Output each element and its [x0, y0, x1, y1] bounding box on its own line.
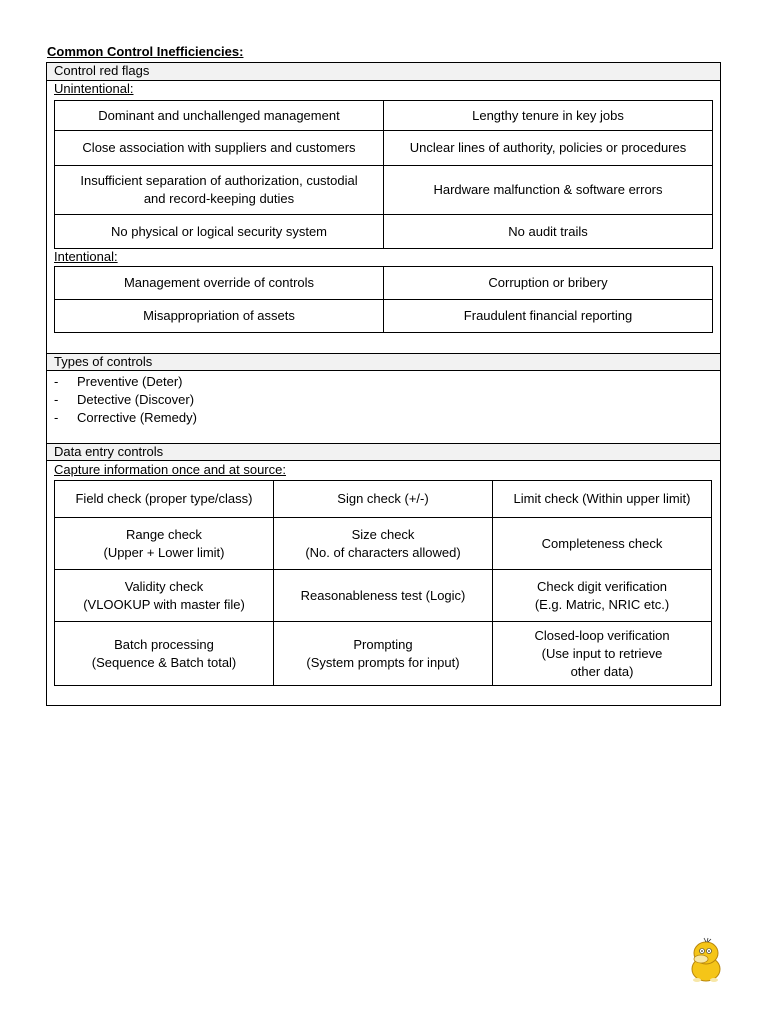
cell-text: (Upper + Lower limit): [103, 544, 225, 560]
cell-text: other data): [570, 663, 634, 679]
page-title: Common Control Inefficiencies:: [47, 44, 244, 59]
cell-text: Lengthy tenure in key jobs: [472, 107, 624, 123]
table-cell: [55, 215, 384, 249]
table-row: [55, 481, 712, 518]
table-cell: [384, 101, 713, 131]
table-cell: [384, 267, 713, 300]
table-cell: [493, 622, 712, 686]
bullet-dash: -: [54, 410, 59, 425]
bullet-dash: -: [54, 392, 59, 407]
cell-text: (No. of characters allowed): [305, 544, 461, 560]
cell-text: Hardware malfunction & software errors: [433, 182, 663, 197]
table-cell: [55, 300, 384, 333]
cell-text: Management override of controls: [123, 275, 315, 290]
list-item-text: Detective (Discover): [77, 392, 195, 407]
cell-text: Corruption or bribery: [488, 275, 608, 290]
cell-text: Reasonableness test (Logic): [300, 587, 466, 603]
table-cell: [55, 131, 384, 166]
unintentional-table: [54, 100, 713, 249]
intentional-label: Intentional:: [54, 249, 118, 264]
unintentional-label: Unintentional:: [54, 81, 134, 96]
table-cell: [384, 166, 713, 215]
red-flags-heading: Control red flags: [47, 63, 720, 81]
table-cell: [274, 481, 493, 518]
cell-text: (Sequence & Batch total): [91, 654, 237, 670]
table-cell: [55, 518, 274, 570]
table-cell: [384, 131, 713, 166]
cell-text: Close association with suppliers and customers: [82, 140, 356, 155]
table-row: [55, 131, 713, 166]
duck-mascot-icon: [688, 937, 724, 983]
table-cell: [274, 570, 493, 622]
cell-text: Sign check (+/-): [337, 491, 429, 506]
table-row: [55, 518, 712, 570]
data-entry-table: [54, 480, 712, 686]
table-cell: [55, 267, 384, 300]
table-row: [55, 267, 713, 300]
table-cell: [55, 622, 274, 686]
cell-text: (Use input to retrieve: [541, 645, 663, 661]
cell-text: Unclear lines of authority, policies or procedures: [409, 140, 687, 155]
table-row: [55, 622, 712, 686]
table-row: [55, 101, 713, 131]
list-item-text: Preventive (Deter): [77, 374, 183, 389]
list-item: [54, 391, 197, 409]
list-item-text: Corrective (Remedy): [77, 410, 197, 425]
cell-text: (E.g. Matric, NRIC etc.): [534, 596, 670, 612]
list-item: [54, 409, 197, 427]
cell-text: Insufficient separation of authorization, custodial: [80, 173, 358, 188]
table-row: [55, 166, 713, 215]
table-cell: [274, 622, 493, 686]
table-cell: [55, 481, 274, 518]
list-item: [54, 373, 197, 391]
table-cell: [384, 215, 713, 249]
table-cell: [55, 166, 384, 215]
cell-text: Completeness check: [541, 535, 663, 551]
table-cell: [274, 518, 493, 570]
cell-text: Prompting: [353, 636, 413, 652]
table-row: [55, 300, 713, 333]
capture-label: Capture information once and at source:: [54, 462, 286, 477]
table-cell: [493, 518, 712, 570]
intentional-table: [54, 266, 713, 333]
cell-text: Limit check (Within upper limit): [513, 491, 691, 506]
cell-text: Fraudulent financial reporting: [463, 308, 633, 323]
data-entry-heading: Data entry controls: [47, 443, 720, 461]
cell-text: Dominant and unchallenged management: [98, 107, 340, 123]
cell-text: Batch processing: [114, 636, 214, 652]
cell-text: (VLOOKUP with master file): [83, 596, 245, 612]
cell-text: Closed-loop verification: [534, 627, 670, 643]
controls-table: [46, 62, 721, 706]
cell-text: Range check: [126, 526, 202, 542]
cell-text: No audit trails: [508, 223, 588, 239]
cell-text: Check digit verification: [536, 578, 668, 594]
cell-text: (System prompts for input): [306, 654, 460, 670]
cell-text: No physical or logical security system: [110, 223, 328, 239]
cell-text: Validity check: [124, 578, 204, 594]
types-heading: Types of controls: [47, 353, 720, 371]
table-cell: [384, 300, 713, 333]
cell-text: Field check (proper type/class): [75, 491, 253, 506]
types-list: [54, 373, 197, 427]
cell-text: and record-keeping duties: [143, 191, 295, 206]
bullet-dash: -: [54, 374, 59, 389]
table-row: [55, 570, 712, 622]
table-cell: [493, 570, 712, 622]
cell-text: Misappropriation of assets: [143, 308, 295, 323]
table-cell: [493, 481, 712, 518]
table-cell: [55, 101, 384, 131]
cell-text: Size check: [351, 526, 415, 542]
table-row: [55, 215, 713, 249]
table-cell: [55, 570, 274, 622]
